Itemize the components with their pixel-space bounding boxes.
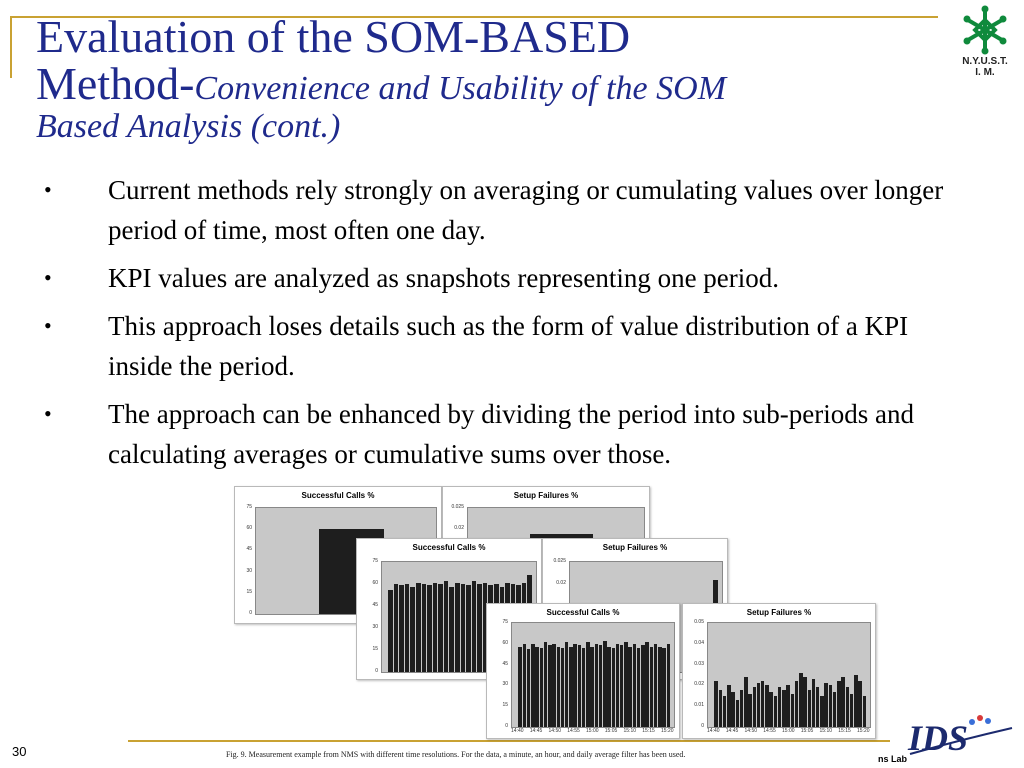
x-tick-label: 14:40 (707, 728, 720, 734)
bar (624, 642, 627, 727)
y-tick-label: 0.01 (694, 702, 704, 709)
bar (837, 681, 840, 727)
bar (531, 644, 534, 727)
y-tick-label: 15 (502, 702, 508, 709)
bar (765, 685, 768, 727)
y-tick-label: 75 (502, 619, 508, 625)
bar (774, 696, 777, 727)
bullet-dot-icon: • (44, 177, 52, 202)
y-tick-label: 0 (505, 723, 508, 729)
y-tick-label: 0.02 (454, 525, 464, 532)
bar (753, 687, 756, 727)
bar (829, 685, 832, 727)
bottom-rule (128, 740, 890, 742)
bar (438, 584, 443, 672)
page-number: 30 (12, 744, 27, 759)
title-line-1: Evaluation of the SOM-BASED (36, 11, 631, 62)
y-tick-label: 0.02 (694, 681, 704, 688)
bar (858, 681, 861, 727)
y-tick-label: 75 (246, 504, 252, 510)
x-tick-label: 15:15 (642, 728, 655, 734)
bullet-text: Current methods rely strongly on averaging or cumulating values over longer period of time, most often one day. (108, 175, 944, 245)
y-tick-label: 75 (372, 558, 378, 564)
bar (455, 583, 460, 672)
x-tick-label: 15:00 (782, 728, 795, 734)
bar (833, 692, 836, 727)
ids-lab-logo-icon (900, 710, 1020, 768)
bar (449, 587, 454, 672)
bar (573, 644, 576, 727)
y-tick-label: 0 (701, 723, 704, 729)
y-tick-label: 60 (502, 639, 508, 646)
bar (590, 647, 593, 727)
y-tick-label: 45 (372, 602, 378, 608)
x-tick-label: 15:20 (857, 728, 870, 734)
bar (795, 681, 798, 727)
y-tick-label: 30 (246, 567, 252, 574)
y-tick-label: 0.03 (694, 660, 704, 667)
left-rule (10, 16, 12, 78)
bar (620, 645, 623, 727)
chart-minute-successful-calls (486, 603, 680, 739)
bar (799, 673, 802, 727)
bar (557, 647, 560, 727)
title-line-2-normal: Method- (36, 58, 195, 109)
x-tick-label: 15:10 (623, 728, 637, 734)
bar (723, 696, 726, 727)
y-tick-label: 15 (246, 588, 252, 595)
bar (461, 584, 466, 672)
bar (466, 585, 471, 672)
bar (731, 692, 734, 727)
y-tick-label: 60 (372, 580, 378, 586)
bullet-item (40, 394, 970, 474)
logo-text-1: N.Y.U.S.T. (962, 56, 1008, 67)
bar (616, 644, 619, 727)
figure-caption: Fig. 9. Measurement example from NMS with different time resolutions. For the data, a minute, an hour, and daily average filter has been used. (226, 750, 686, 759)
title-line-2-italic: Convenience and Usability of the SOM (194, 70, 727, 107)
bar (433, 583, 438, 672)
bar (472, 581, 477, 672)
bar (761, 681, 764, 727)
bullet-text: KPI values are analyzed as snapshots representing one period. (108, 263, 780, 293)
chart-title: Setup Failures % (746, 608, 812, 617)
bar (841, 677, 844, 727)
x-tick-label: 15:05 (604, 728, 618, 734)
bar (816, 687, 819, 727)
y-tick-label: 45 (246, 546, 252, 553)
svg-text:IDS: IDS (908, 718, 969, 758)
y-tick-label: 0.05 (694, 619, 704, 625)
bar (769, 692, 772, 727)
bar (748, 694, 751, 727)
x-tick-label: 14:55 (567, 728, 580, 734)
bar (782, 690, 785, 727)
y-tick-label: 0 (375, 668, 378, 674)
chart-title: Setup Failures % (602, 543, 668, 552)
bar (650, 647, 653, 727)
chart-title: Setup Failures % (513, 491, 579, 500)
bar (727, 685, 730, 727)
bar (603, 641, 606, 727)
bullet-dot-icon: • (44, 401, 52, 426)
slide-title (36, 11, 956, 146)
bar (808, 690, 811, 727)
bar (565, 642, 568, 727)
bar (527, 649, 530, 727)
bar (645, 642, 648, 727)
bar (540, 648, 543, 727)
chart-title: Successful Calls % (412, 543, 486, 552)
bullet-dot-icon: • (44, 313, 52, 338)
bar (578, 645, 581, 727)
bar (399, 585, 404, 672)
bar (633, 644, 636, 727)
lab-label: ns Lab (878, 754, 908, 764)
bar (599, 645, 602, 727)
bar (427, 585, 432, 672)
y-tick-label: 0.025 (451, 504, 464, 510)
bar (854, 675, 857, 727)
bar (637, 648, 640, 727)
title-line-3-italic: Based Analysis (cont.) (36, 108, 341, 145)
bar (388, 590, 393, 672)
logo-text-2: I. M. (975, 67, 995, 78)
chart-title: Successful Calls % (546, 608, 620, 617)
x-tick-label: 14:55 (763, 728, 776, 734)
bar (654, 644, 657, 727)
x-tick-label: 15:20 (661, 728, 674, 734)
bar (714, 681, 717, 727)
y-tick-label: 60 (246, 525, 252, 532)
bar (477, 584, 482, 672)
y-tick-label: 45 (502, 660, 508, 667)
plot-area (511, 622, 675, 728)
bullet-item (40, 258, 970, 298)
bar (740, 690, 743, 727)
y-tick-label: 0.025 (553, 558, 566, 564)
bar (416, 583, 421, 672)
bar (548, 645, 551, 727)
bar (410, 587, 415, 672)
bar (535, 647, 538, 727)
bar (394, 584, 399, 672)
x-tick-label: 14:40 (511, 728, 524, 734)
bullet-item (40, 170, 970, 250)
bar (791, 694, 794, 727)
bullet-text: This approach loses details such as the form of value distribution of a KPI inside the period. (108, 311, 909, 381)
bar (778, 687, 781, 727)
bar (667, 644, 670, 727)
y-tick-label: 30 (372, 624, 378, 630)
bar (719, 690, 722, 727)
bar (518, 647, 521, 727)
x-tick-label: 14:45 (529, 728, 543, 734)
bar (628, 647, 631, 727)
y-tick-label: 0.02 (556, 580, 566, 586)
chart-title: Successful Calls % (301, 491, 375, 500)
plot-area (707, 622, 871, 728)
bar (658, 647, 661, 727)
y-tick-label: 30 (502, 681, 508, 688)
y-tick-label: 0 (249, 610, 252, 616)
bar (850, 694, 853, 727)
bullet-item (40, 306, 970, 386)
x-tick-label: 14:50 (548, 728, 562, 734)
x-tick-label: 15:10 (819, 728, 833, 734)
snowflake-logo-icon (963, 4, 1007, 56)
bar (552, 644, 555, 727)
bullet-text: The approach can be enhanced by dividing the period into sub-periods and calculating averages or cumulative sums over those. (108, 399, 914, 469)
bar (405, 584, 410, 672)
bar (757, 683, 760, 727)
bar (744, 677, 747, 727)
bullet-list (40, 170, 970, 482)
x-tick-label: 15:05 (800, 728, 814, 734)
nyust-logo (952, 4, 1018, 78)
bar (422, 584, 427, 672)
x-tick-label: 15:00 (586, 728, 599, 734)
bar (595, 644, 598, 727)
bar (863, 696, 866, 727)
chart-minute-setup-failures (682, 603, 876, 739)
x-tick-label: 15:15 (838, 728, 851, 734)
bar (824, 683, 827, 727)
bar (803, 677, 806, 727)
bar (846, 687, 849, 727)
y-tick-label: 0.04 (694, 639, 704, 646)
bar (586, 642, 589, 727)
bar (812, 679, 815, 727)
bullet-dot-icon: • (44, 265, 52, 290)
bar (523, 644, 526, 727)
y-tick-label: 15 (372, 646, 378, 652)
bar (736, 700, 739, 727)
bar (786, 685, 789, 727)
bar (582, 648, 585, 727)
bar (561, 648, 564, 727)
bar (612, 648, 615, 727)
bar (569, 647, 572, 727)
bar (641, 645, 644, 727)
bar (444, 581, 449, 672)
x-tick-label: 14:45 (725, 728, 739, 734)
x-tick-label: 14:50 (744, 728, 758, 734)
bar (662, 648, 665, 727)
bar (544, 642, 547, 727)
bar (820, 696, 823, 727)
bar (607, 647, 610, 727)
